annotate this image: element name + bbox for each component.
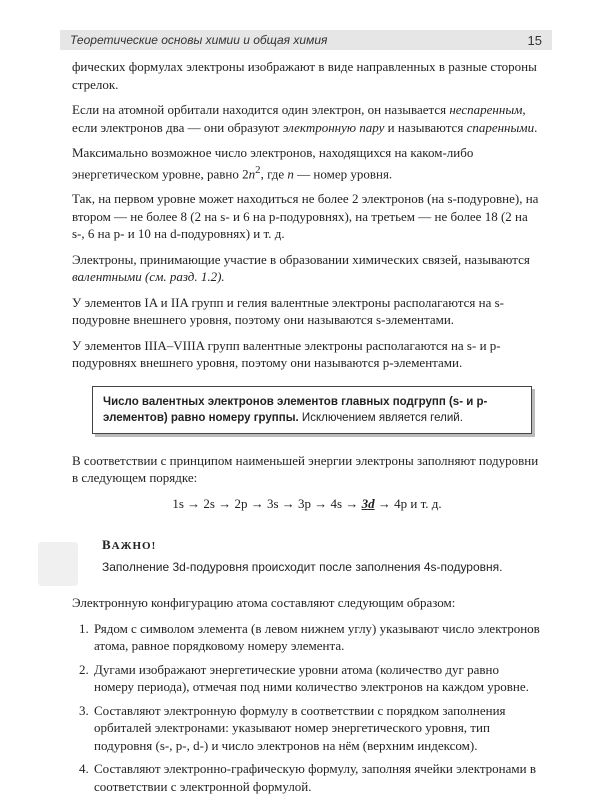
important-marker	[38, 542, 78, 586]
filling-order-start: 1s → 2s → 2p → 3s → 3p → 4s →	[172, 495, 362, 511]
page-content	[72, 58, 542, 801]
filling-order-highlight: 3d	[361, 495, 375, 511]
paragraph-valence	[72, 251, 542, 286]
paragraph: У элементов IIIA–VIIIA групп валентные электроны располагаются на s- и p-подуровнях внешнего уровня, поэтому они называются p-элементами.	[72, 337, 501, 371]
text: и называются	[384, 119, 467, 135]
formula-exponent: 2	[255, 163, 261, 176]
list-item: 2. Дугами изображают энергетические уровни атома (количество дуг равно номеру периода), отмечая под ними количество электронов на каждом уровне.	[92, 661, 542, 696]
paragraph: В соответствии с принципом наименьшей энергии электроны заполняют подуровни в следующем порядке:	[72, 452, 539, 486]
important-callout	[72, 536, 542, 576]
note-text: Исключением является гелий.	[298, 411, 463, 424]
filling-order-end: → 4p и т. д.	[374, 495, 442, 511]
steps-list	[72, 620, 542, 796]
formula-n: n	[287, 165, 294, 181]
header-title: Теоретические основы химии и общая химия	[70, 33, 328, 47]
paragraph: Так, на первом уровне может находиться не более 2 электронов (на s-подуровне), на втором — не более 8 (2 на s- и 6 на p-подуровнях), на третьем — не более 18 (2 на s-, 6 на p- и 10 на d-подуровнях) и т. д.	[72, 191, 539, 242]
list-item: 4. Составляют электронно-графическую формулу, заполняя ячейки электронами в соответствии с электронной формулой.	[92, 760, 542, 795]
note-bold-text: Число валентных электронов элементов главных подгрупп (s- и p-элементов) равно номеру группы.	[103, 395, 488, 424]
important-title	[102, 536, 542, 556]
text: , где	[260, 165, 288, 181]
text: .	[534, 119, 538, 135]
paragraph: У элементов IA и IIA групп и гелия валентные электроны располагаются на s-подуровне внешнего уровня, поэтому они называются s-элементами.	[72, 294, 504, 328]
paragraph: фических формулах электроны изображают в виде направленных в разные стороны стрелок.	[72, 59, 537, 92]
formula-n: n	[248, 165, 256, 181]
list-item: 3. Составляют электронную формулу в соответствии с порядком заполнения орбиталей электронами: указывают номер энергетического уровня, тип подуровня (s-, p-, d-) и число электронов на нём (верхним индексом).	[92, 702, 542, 755]
important-body: Заполнение 3d-подуровня происходит после заполнения 4s-подуровня.	[102, 559, 503, 574]
text: Если на атомной орбитали находится один электрон, он называется	[72, 102, 450, 117]
cross-reference: (см. разд. 1.2).	[141, 269, 225, 285]
text: , если электронов два — они образуют	[72, 102, 526, 135]
text: — номер уровня.	[293, 165, 393, 181]
term-unpaired: неспаренным	[449, 102, 523, 117]
paragraph-unpaired	[72, 101, 542, 136]
list-item: 1. Рядом с символом элемента (в левом нижнем углу) указывают число электронов атома, равное порядковому номеру элемента.	[92, 620, 542, 655]
term-valence: валентными	[72, 269, 142, 285]
paragraph-max-electrons	[72, 144, 542, 182]
text: Электроны, принимающие участие в образовании химических связей, называются	[72, 251, 530, 267]
title-first-letter: В	[102, 537, 112, 553]
filling-order	[72, 495, 542, 513]
paragraph: Электронную конфигурацию атома составляют следующим образом:	[72, 595, 456, 611]
page-header	[60, 30, 552, 50]
page-number: 15	[527, 32, 542, 48]
note-box	[92, 386, 532, 434]
title-rest: АЖНО!	[111, 540, 157, 553]
text: Максимально возможное число электронов, находящихся на каком-либо энергетическом уровне, равно 2	[72, 145, 474, 181]
term-paired: спаренными	[466, 119, 535, 135]
term-electron-pair: электронную пару	[282, 119, 385, 135]
